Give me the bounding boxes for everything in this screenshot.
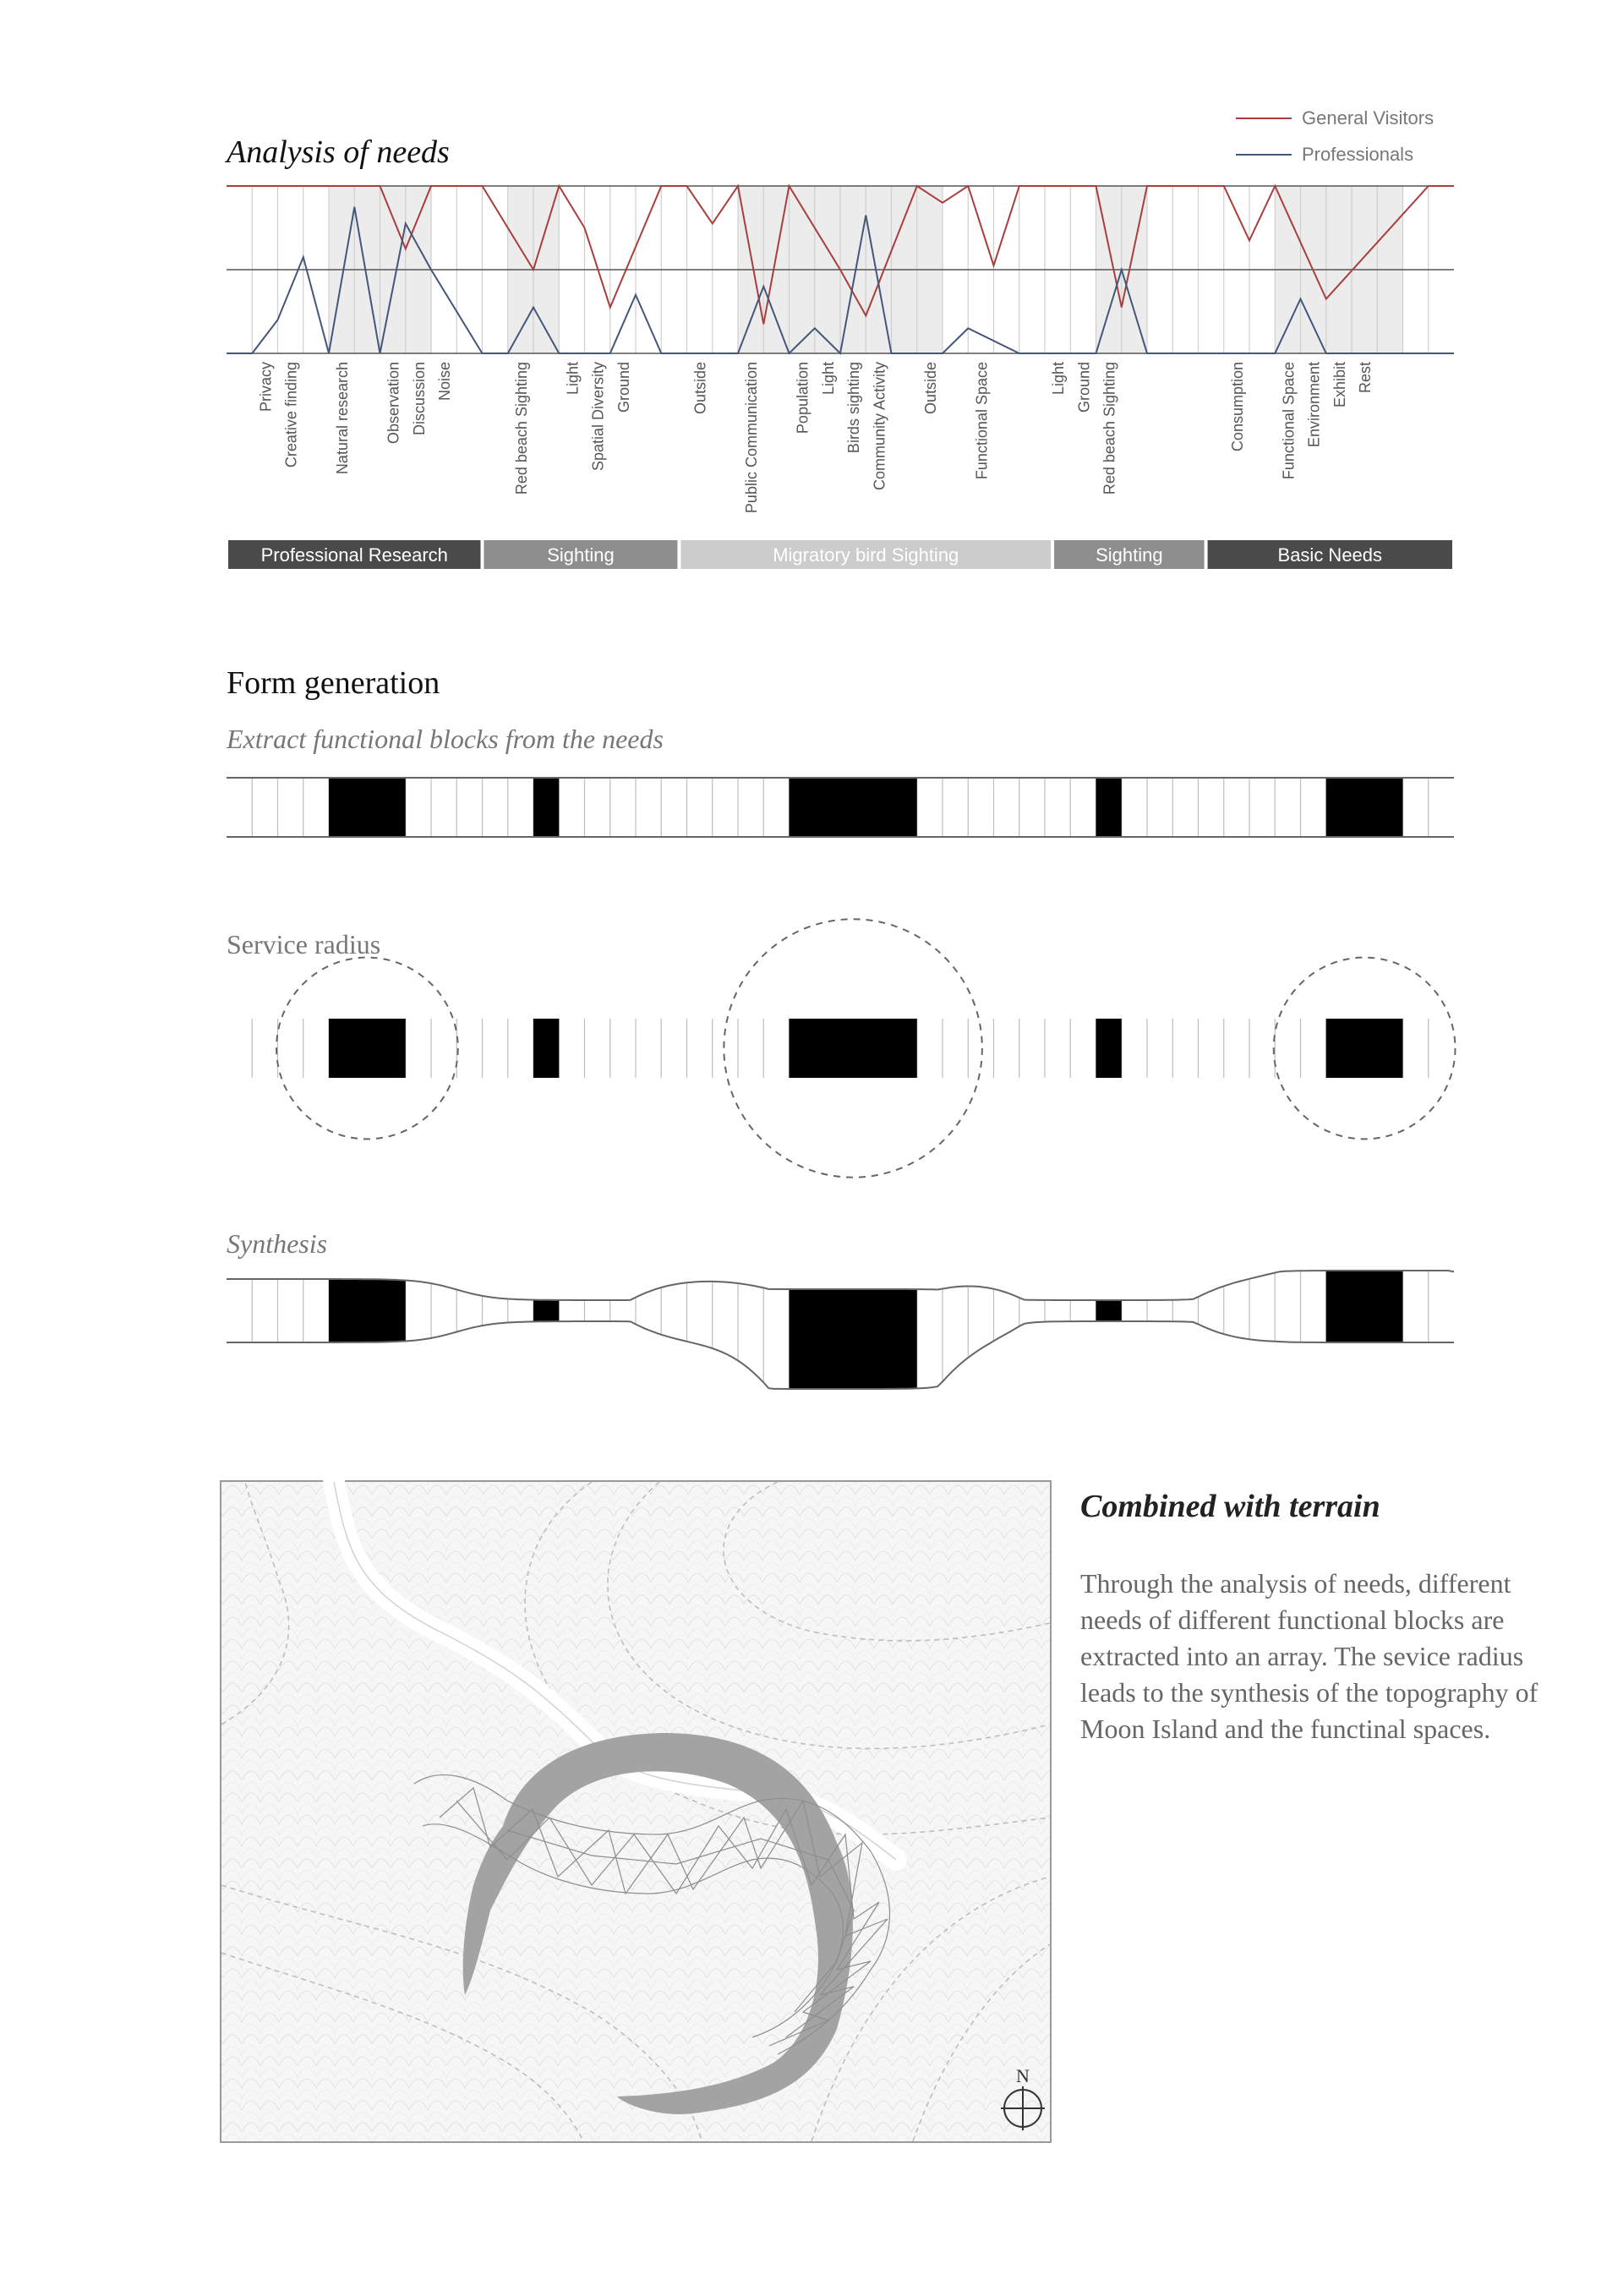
functional-block-0 (329, 778, 406, 837)
functional-block-4 (1326, 778, 1403, 837)
column-label: Privacy (257, 362, 275, 413)
step2-strip (252, 919, 1455, 1178)
column-label: Creative finding (282, 362, 300, 468)
column-label: Rest (1357, 362, 1374, 394)
synthesis-block-3 (1096, 1300, 1122, 1321)
functional-block-4 (1326, 1019, 1403, 1078)
column-label: Spatial Diversity (589, 362, 607, 472)
column-label: Consumption (1228, 362, 1246, 452)
step2-label: Service radius (227, 929, 381, 959)
column-label: Light (564, 362, 582, 396)
functional-block-0 (329, 1019, 406, 1078)
column-label: Red beach Sighting (1101, 362, 1118, 495)
synthesis-block-2 (790, 1289, 917, 1389)
column-label: Birds sighting (845, 362, 863, 454)
terrain-text-block (1080, 1488, 1554, 1747)
functional-block-3 (1096, 1019, 1122, 1078)
synthesis-block-0 (329, 1279, 406, 1342)
column-label: Noise (436, 362, 454, 402)
legend (1236, 107, 1434, 165)
step1-label: Extract functional blocks from the needs (227, 724, 664, 754)
column-label: Natural research (334, 362, 352, 475)
column-label: Observation (385, 362, 402, 445)
column-label: Population (794, 362, 812, 435)
category-label: Sighting (547, 544, 615, 566)
analysis-column-labels (257, 362, 1374, 513)
legend-label-general-visitors: General Visitors (1302, 107, 1434, 128)
column-label: Light (819, 362, 837, 396)
column-label: Discussion (410, 362, 428, 436)
form-generation-section (226, 665, 1456, 1389)
north-label: N (1016, 2065, 1030, 2086)
terrain-body: Through the analysis of needs, different needs of different functional blocks are extracted into an array. The sevice radius leads to the synthesis of the topography of Moon Island and the functinal spaces. (1080, 1568, 1538, 1744)
column-label: Ground (1075, 362, 1093, 413)
functional-block-1 (533, 1019, 559, 1078)
category-label: Professional Research (260, 544, 448, 566)
category-label: Sighting (1096, 544, 1163, 566)
category-label: Basic Needs (1277, 544, 1383, 566)
map-texture (221, 1482, 1050, 2141)
column-label: Environment (1305, 362, 1323, 448)
column-label: Functional Space (973, 362, 991, 480)
analysis-title: Analysis of needs (227, 134, 450, 170)
functional-block-2 (790, 778, 917, 837)
step3-label: Synthesis (227, 1228, 328, 1259)
column-label: Red beach Sighting (512, 362, 530, 495)
step3-strip (227, 1271, 1454, 1389)
column-label: Functional Space (1280, 362, 1298, 480)
functional-block-3 (1096, 778, 1122, 837)
terrain-heading: Combined with terrain (1080, 1489, 1380, 1524)
analysis-section (224, 107, 1454, 569)
legend-label-professionals: Professionals (1302, 144, 1414, 165)
functional-block-2 (790, 1019, 917, 1078)
column-label: Public Communication (743, 362, 761, 514)
analysis-category-bar (228, 540, 1452, 569)
step1-strip (227, 778, 1454, 837)
column-label: Outside (691, 362, 709, 415)
form-generation-title: Form generation (227, 665, 440, 701)
column-label: Community Activity (871, 362, 888, 491)
column-label: Outside (921, 362, 939, 415)
column-label: Ground (615, 362, 632, 413)
terrain-map (221, 1481, 1051, 2142)
category-label: Migratory bird Sighting (773, 544, 959, 566)
column-label: Exhibit (1331, 362, 1348, 408)
synthesis-block-4 (1326, 1271, 1403, 1342)
synthesis-block-1 (533, 1300, 559, 1322)
column-label: Light (1050, 362, 1068, 396)
functional-block-1 (533, 778, 559, 837)
